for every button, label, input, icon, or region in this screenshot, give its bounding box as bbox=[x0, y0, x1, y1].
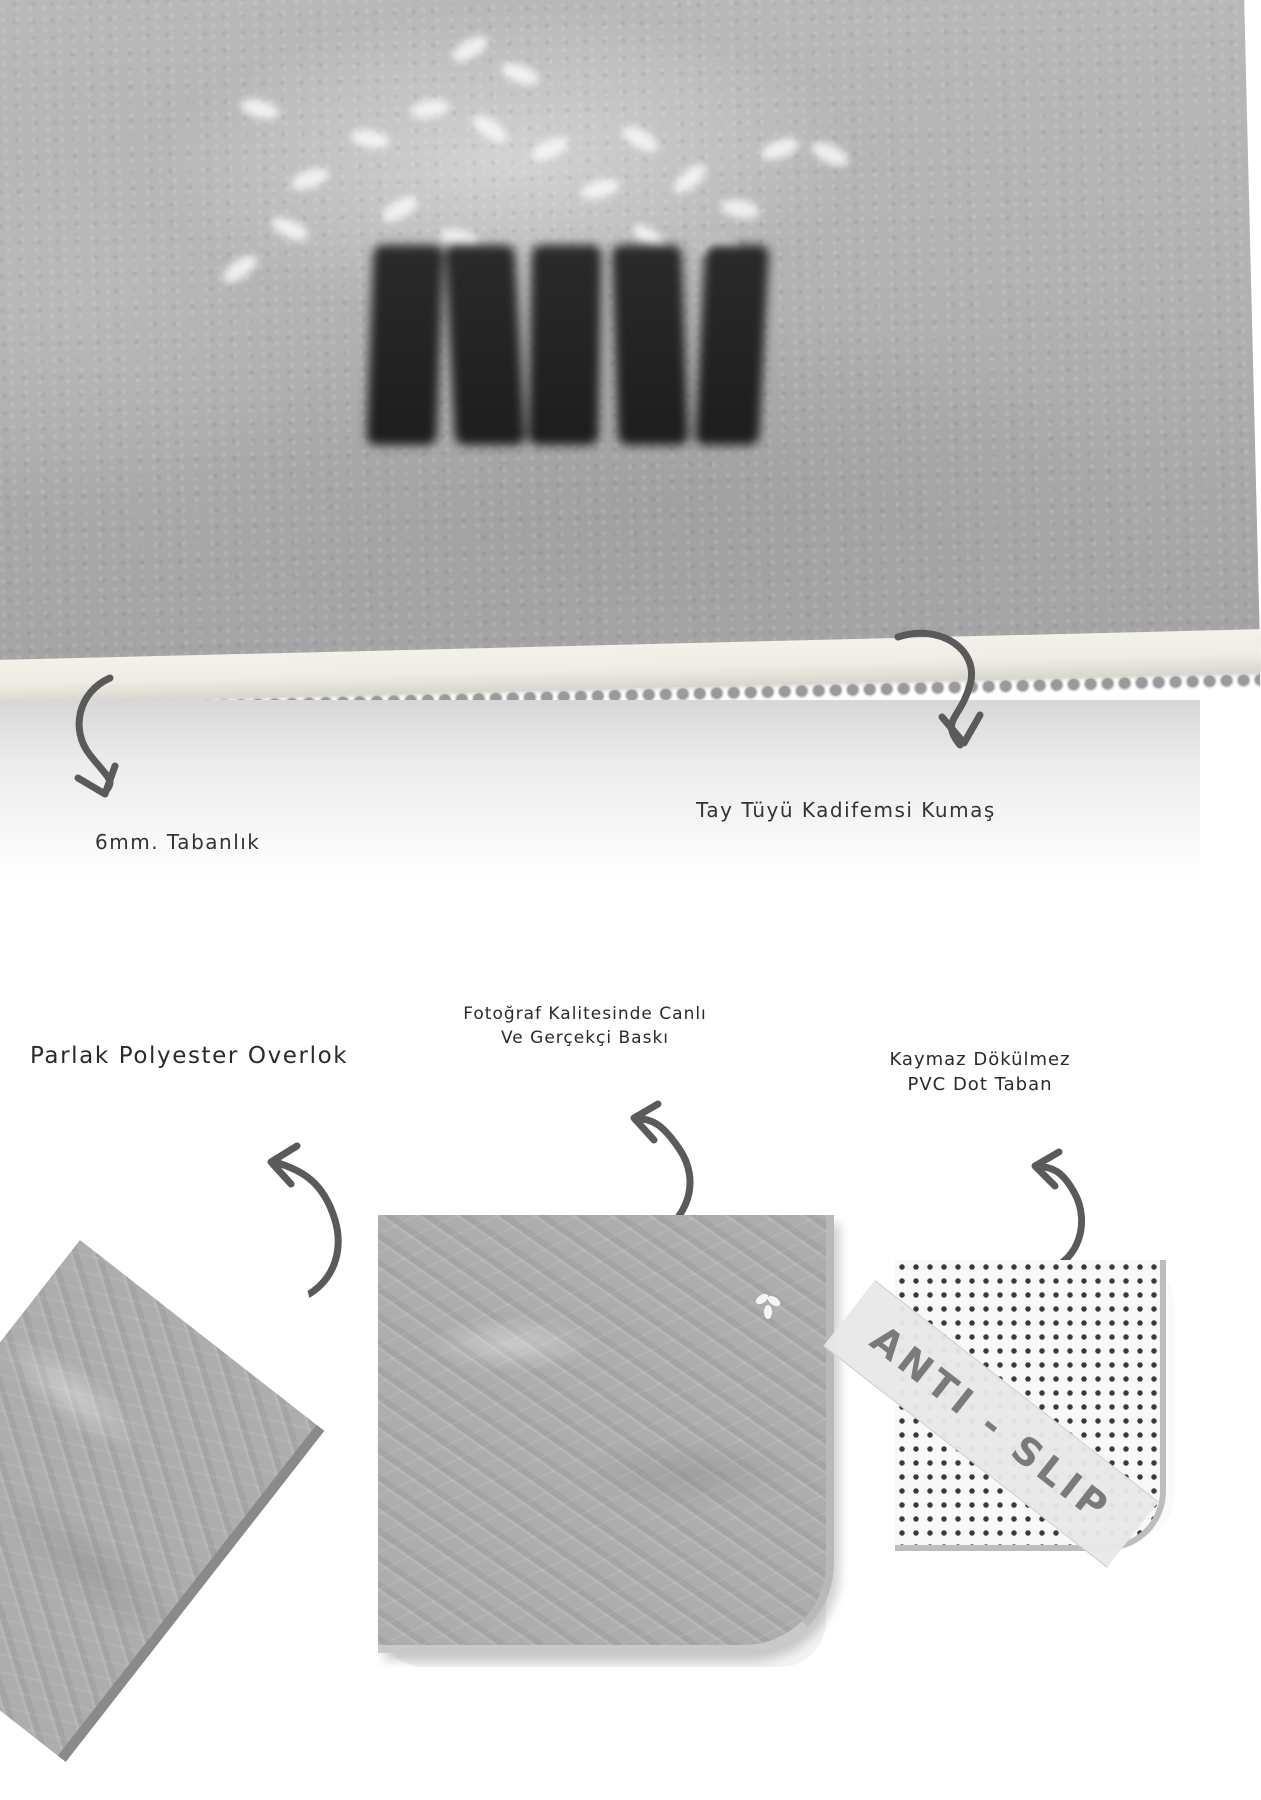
leaf-icon bbox=[409, 97, 452, 122]
leaf-icon bbox=[528, 132, 572, 165]
pattern-stripe bbox=[445, 245, 525, 445]
caption-line: PVC Dot Taban bbox=[907, 1074, 1053, 1095]
base-thickness-label: 6mm. Tabanlık bbox=[95, 830, 261, 854]
pattern-stripe bbox=[528, 245, 601, 445]
curved-arrow-icon bbox=[60, 670, 140, 800]
leaf-icon bbox=[758, 134, 802, 165]
antislip-band: ANTI - SLIP bbox=[823, 1280, 1158, 1568]
fabric-surface bbox=[378, 1215, 834, 1653]
leaf-icon bbox=[349, 127, 392, 152]
pattern-stripe bbox=[612, 245, 689, 445]
antislip-caption bbox=[850, 1047, 1110, 1097]
overlock-caption bbox=[30, 1043, 348, 1069]
fabric-corner bbox=[0, 1240, 324, 1762]
leaf-icon bbox=[468, 110, 511, 148]
pattern-stripe bbox=[367, 245, 444, 445]
pattern-stripe bbox=[695, 245, 769, 445]
leaf-icon bbox=[748, 1285, 788, 1325]
leaf-icon bbox=[719, 197, 762, 222]
leaf-icon bbox=[378, 191, 422, 227]
leaf-icon bbox=[669, 159, 711, 199]
hero-rug-closeup bbox=[0, 0, 1200, 880]
overlock-detail-image bbox=[40, 1260, 310, 1530]
curved-arrow-icon bbox=[880, 625, 990, 755]
stripe-pattern bbox=[360, 245, 790, 455]
leaf-icon bbox=[448, 31, 492, 67]
leaf-icon bbox=[578, 175, 621, 203]
caption-line: Parlak Polyester Overlok bbox=[30, 1043, 349, 1069]
caption-line: Fotoğraf Kalitesinde Canlı bbox=[463, 1004, 707, 1024]
leaf-icon bbox=[218, 250, 261, 288]
caption-line: Ve Gerçekçi Baskı bbox=[500, 1028, 670, 1048]
print-quality-caption bbox=[395, 1002, 775, 1050]
leaf-icon bbox=[238, 95, 281, 123]
leaf-icon bbox=[498, 59, 542, 90]
antislip-detail-image bbox=[862, 1260, 1175, 1540]
leaf-icon bbox=[808, 137, 852, 170]
print-detail-image bbox=[378, 1215, 826, 1667]
fabric-type-label: Tay Tüyü Kadifemsi Kumaş bbox=[696, 798, 996, 822]
leaf-icon bbox=[288, 164, 332, 195]
leaf-icon bbox=[618, 121, 662, 157]
caption-line: Kaymaz Dökülmez bbox=[889, 1049, 1071, 1070]
leaf-icon bbox=[268, 212, 312, 245]
